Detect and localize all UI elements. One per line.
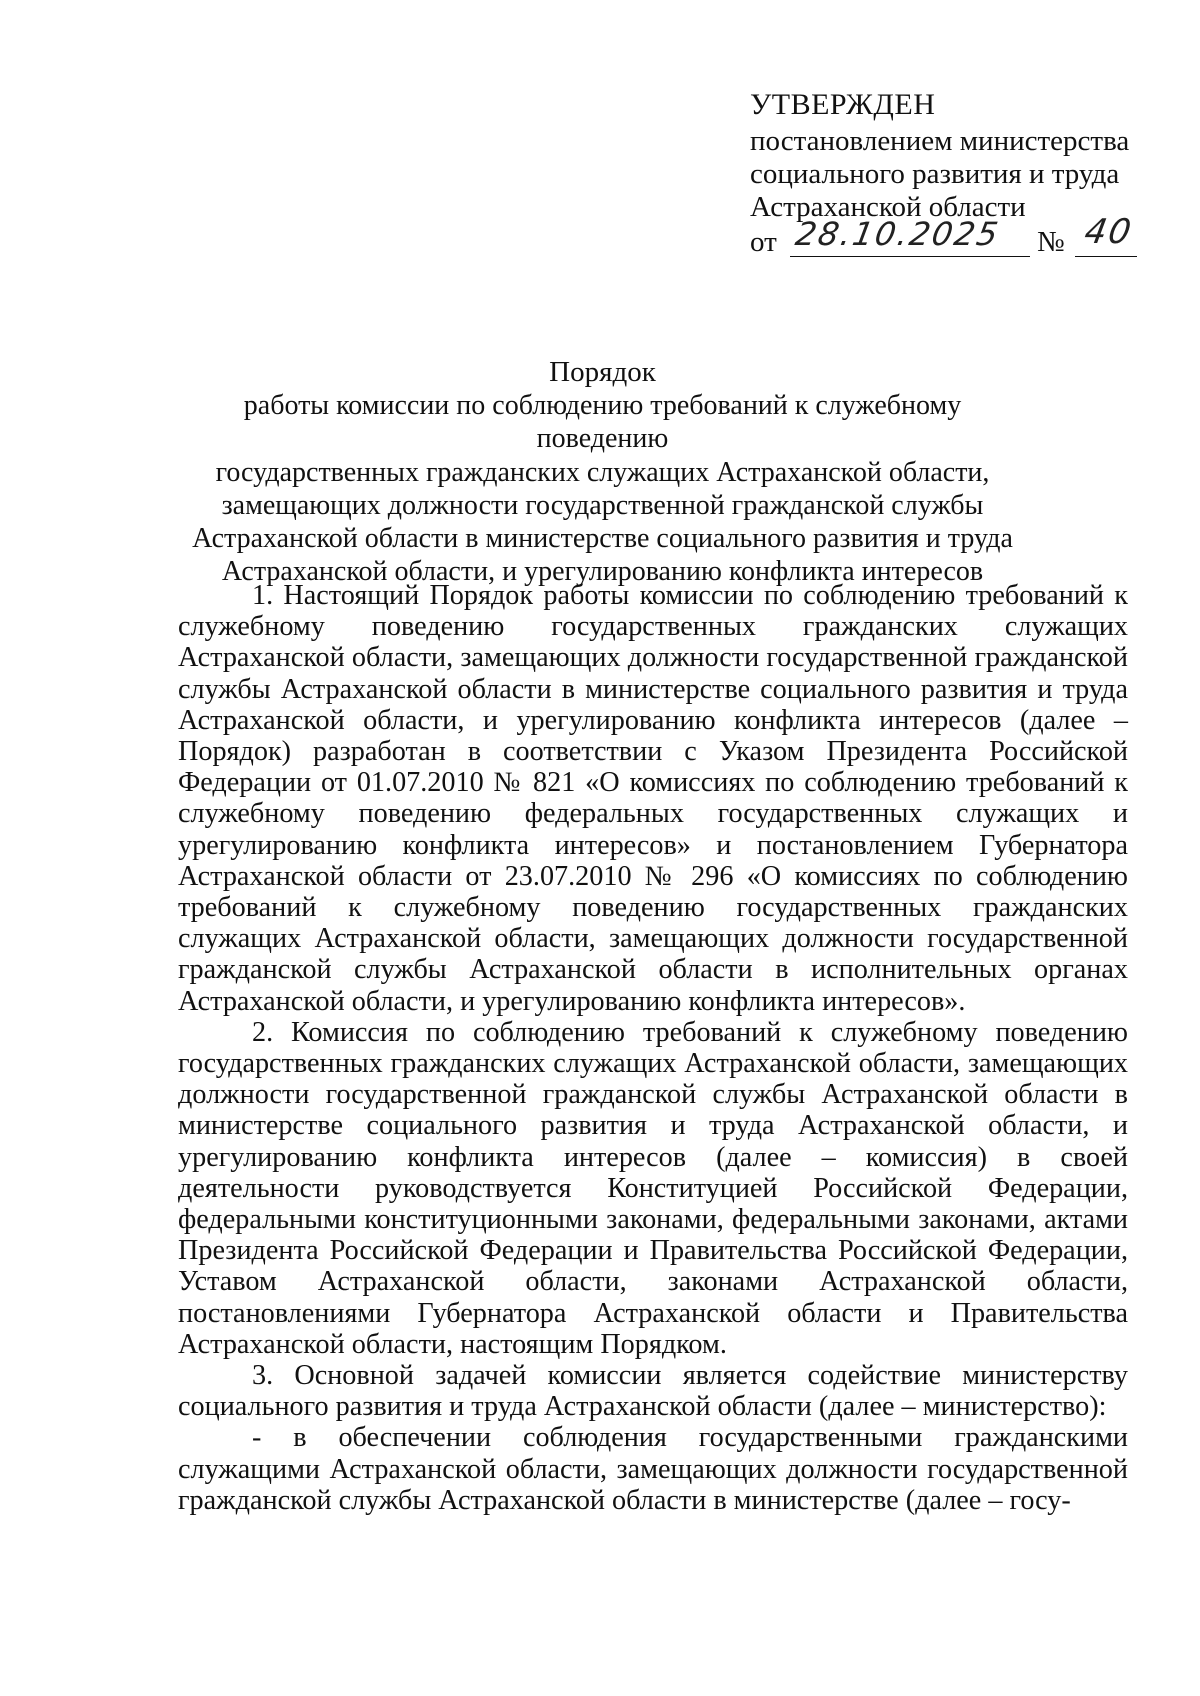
approval-stamp-block	[750, 88, 1150, 262]
approval-line-2: социального развития и труда	[750, 158, 1120, 190]
title-line-1: работы комиссии по соблюдению требований к служебному поведению	[243, 390, 962, 455]
document-body	[178, 580, 1128, 1516]
paragraph-3-bullet: - в обеспечении соблюдения государственными гражданскими служащими Астраханской области, замещающих должности государственной гражданской службы Астраханской области в министерстве (далее – госу-	[178, 1422, 1128, 1516]
approval-line-1: постановлением министерства	[750, 125, 1130, 157]
paragraph-3: 3. Основной задачей комиссии является содействие министерству социального развития и труда Астраханской области (далее – министерство):	[178, 1360, 1128, 1423]
document-title-block	[180, 356, 1025, 588]
handwritten-number: 40	[1081, 212, 1136, 252]
paragraph-1: 1. Настоящий Порядок работы комиссии по соблюдению требований к служебному поведению государственных гражданских служащих Астраханской области, замещающих должности государственной гражданской службы Астраханской области в министерстве социального развития и труда Астраханской области, и урегулированию конфликта интересов (далее – Порядок) разработан в соответствии с Указом Президента Российской Федерации от 01.07.2010 № 821 «О комиссиях по соблюдению требований к служебному поведению федеральных государственных служащих и урегулированию конфликта интересов» и постановлением Губернатора Астраханской области от 23.07.2010 № 296 «О комиссиях по соблюдению требований к служебному поведению государственных гражданских служащих Астраханской области, замещающих должности государственной гражданской службы Астраханской области в исполнительных органах Астраханской области, и урегулированию конфликта интересов».	[178, 580, 1128, 1017]
handwritten-number-field	[1075, 212, 1137, 257]
title-line-5: Астраханской области, и урегулированию конфликта интересов	[221, 556, 984, 588]
number-prefix: №	[1037, 226, 1065, 258]
title-line-2: государственных гражданских служащих Астраханской области,	[215, 456, 990, 488]
approved-heading: УТВЕРЖДЕН	[750, 88, 936, 121]
title-line-4: Астраханской области в министерстве социального развития и труда	[192, 523, 1013, 555]
paragraph-2: 2. Комиссия по соблюдению требований к служебному поведению государственных гражданских служащих Астраханской области, замещающих должности государственной гражданской службы Астраханской области в министерстве социального развития и труда Астраханской области, и урегулированию конфликта интересов (далее – комиссия) в своей деятельности руководствуется Конституцией Российской Федерации, федеральными конституционными законами, федеральными законами, актами Президента Российской Федерации и Правительства Российской Федерации, Уставом Астраханской области, законами Астраханской области, постановлениями Губернатора Астраханской области и Правительства Астраханской области, настоящим Порядком.	[178, 1016, 1128, 1360]
document-name: Порядок	[549, 356, 656, 388]
date-prefix: от	[750, 226, 777, 258]
approval-date-line	[750, 212, 1150, 262]
handwritten-date-field	[790, 215, 1030, 257]
title-line-3: замещающих должности государственной гражданской службы	[221, 489, 984, 521]
handwritten-date: 28.10.2025	[792, 215, 1003, 253]
approval-line-3: Астраханской области	[750, 191, 1026, 223]
